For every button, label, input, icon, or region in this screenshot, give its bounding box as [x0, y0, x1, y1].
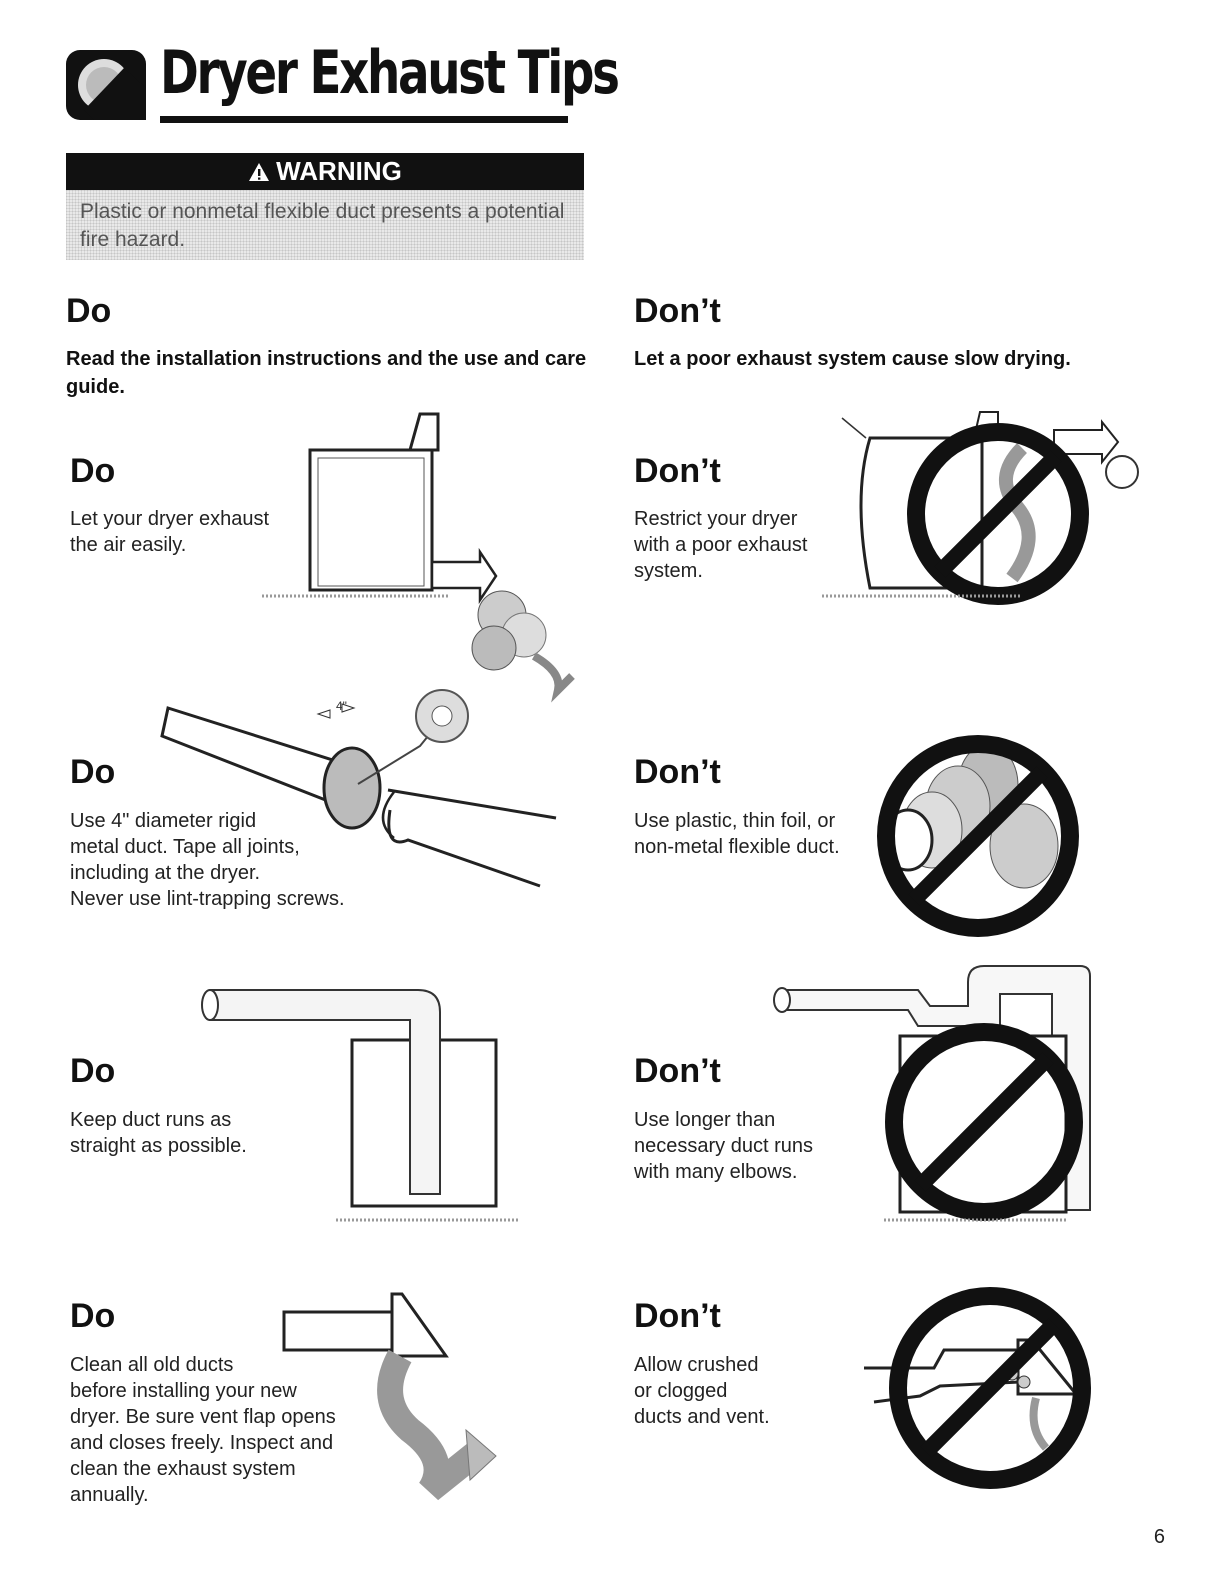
dont-item-3-title: Don’t — [634, 1052, 721, 1090]
page-title: Dryer Exhaust Tips — [160, 38, 618, 108]
dont-intro: Let a poor exhaust system cause slow drying. — [634, 348, 1071, 370]
do-heading: Do — [66, 292, 112, 330]
warning-header — [66, 153, 584, 190]
do-item-3-text: Keep duct runs as straight as possible. — [70, 1109, 247, 1157]
do-item-4-title: Do — [70, 1297, 116, 1335]
do-item-1-text: Let your dryer exhaust the air easily. — [70, 508, 269, 556]
dryer-drum-icon — [64, 48, 148, 122]
dont-item-1-text: Restrict your dryer with a poor exhaust system. — [634, 508, 808, 582]
title-underline — [160, 116, 568, 123]
dont-item-3-text: Use longer than necessary duct runs with many elbows. — [634, 1109, 813, 1183]
duct-diameter-label: 4" — [336, 699, 347, 713]
do-intro: Read the installation instructions and the use and care guide. — [66, 348, 587, 398]
dont-item-2-text: Use plastic, thin foil, or non-metal flexible duct. — [634, 810, 840, 858]
clean-vent-flap-illustration — [280, 1290, 530, 1510]
long-duct-runs-prohibited-illustration — [768, 962, 1098, 1228]
dryer-exhaust-easily-illustration — [262, 410, 592, 700]
crushed-duct-prohibited-illustration — [860, 1278, 1100, 1498]
dont-item-2-title: Don’t — [634, 753, 721, 791]
dont-item-4-text: Allow crushed or clogged ducts and vent. — [634, 1354, 770, 1428]
straight-duct-run-illustration — [196, 982, 526, 1228]
do-item-2-text: Use 4" diameter rigid metal duct. Tape all joints, including at the dryer. Never use lint-trapping screws. — [70, 810, 345, 910]
rigid-duct-tape-illustration — [158, 680, 558, 890]
restricted-exhaust-illustration — [822, 408, 1152, 608]
warning-triangle-icon — [248, 162, 270, 182]
do-item-4-text: Clean all old ducts before installing your new dryer. Be sure vent flap opens and closes freely. Inspect and clean the exhaust system annually. — [70, 1354, 336, 1506]
warning-text: Plastic or nonmetal flexible duct presents a potential fire hazard. — [66, 190, 584, 260]
dont-item-4-title: Don’t — [634, 1297, 721, 1335]
do-item-2-title: Do — [70, 753, 116, 791]
page-number: 6 — [1153, 1526, 1165, 1548]
flexible-duct-prohibited-illustration — [868, 736, 1088, 936]
warning-label: WARNING — [276, 156, 402, 186]
do-item-3-title: Do — [70, 1052, 116, 1090]
do-item-1-title: Do — [70, 452, 116, 490]
dont-heading: Don’t — [634, 292, 721, 330]
dont-item-1-title: Don’t — [634, 452, 721, 490]
